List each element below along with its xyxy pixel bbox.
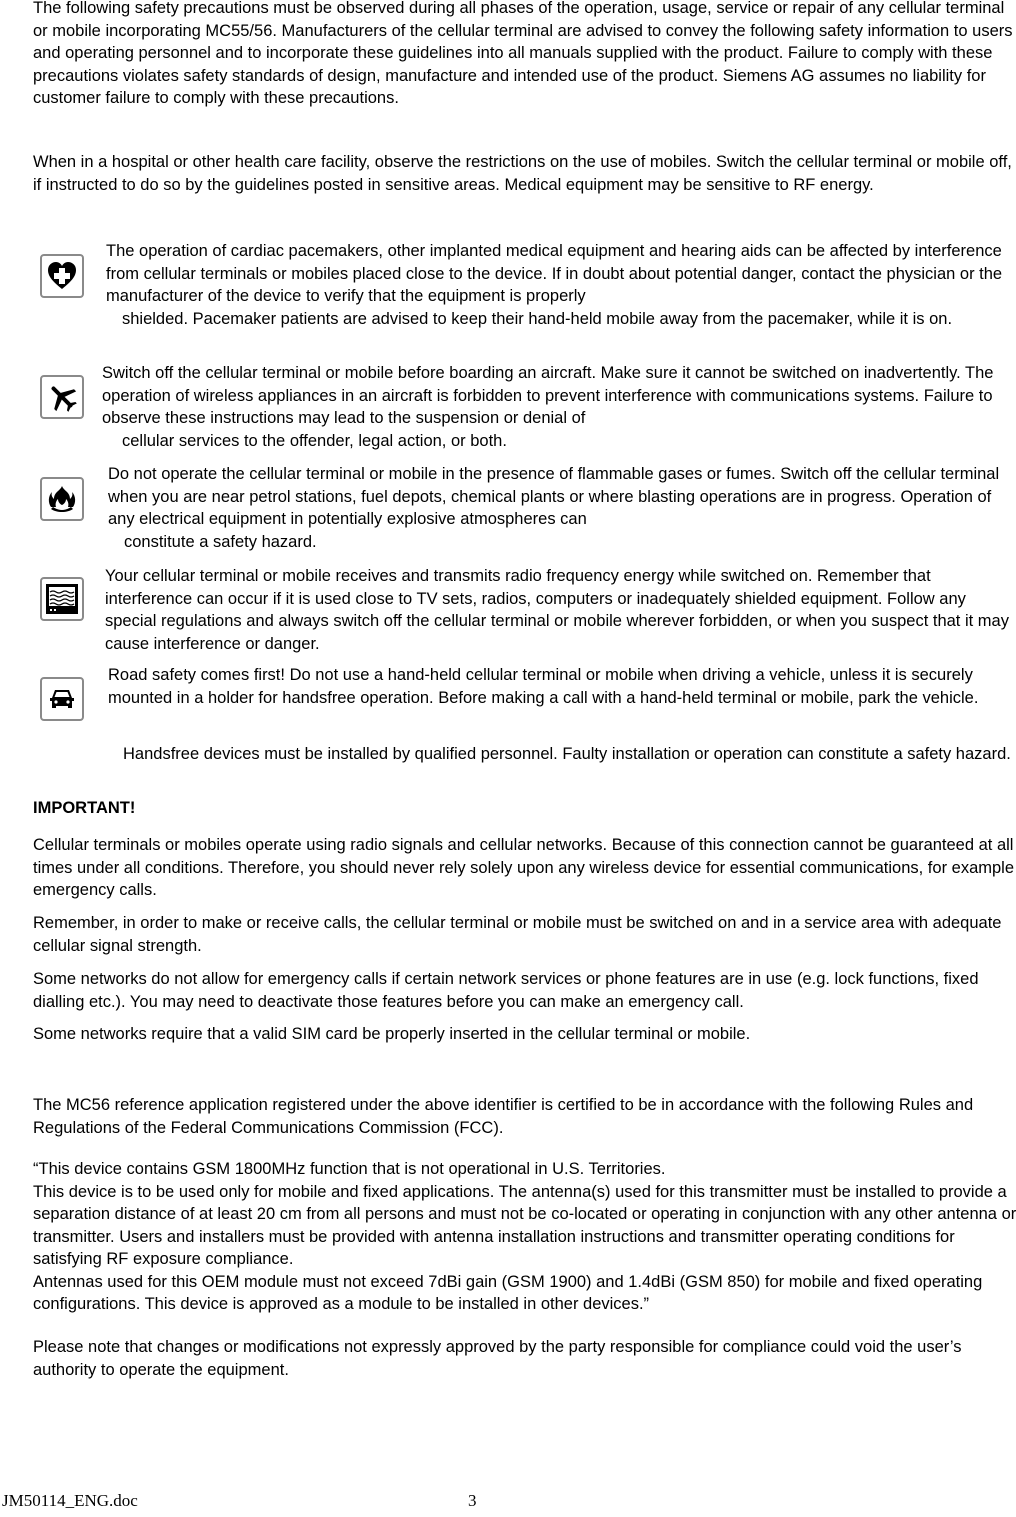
important-paragraph: Cellular terminals or mobiles operate using radio signals and cellular networks. Because of this connection cannot be guaranteed at all times under all conditions. Therefore, you should never rely solely upon any wireless device for essential communications, for example emergency calls. [33,836,1015,899]
fcc-quote [33,1158,1016,1316]
footer-page-number: 3 [468,1491,477,1510]
safety-item-text: Do not operate the cellular terminal or mobile in the presence of flammable gases or fumes. Switch off the cellular terminal when you are near petrol stations, fuel depots, chemical plants or where blasting operations are in progress. Operation of any electrical equipment in potentially explosive atmospheres can [108,465,1000,528]
car-icon [40,677,84,721]
safety-item-text: Road safety comes first! Do not use a hand-held cellular terminal or mobile when driving a vehicle, unless it is securely mounted in a holder for handsfree operation. Before making a call with a hand-held terminal or mobile, park the vehicle. [108,666,979,707]
handsfree-note: Handsfree devices must be installed by qualified personnel. Faulty installation or operation can constitute a safety hazard. [123,745,1011,763]
important-paragraph: Remember, in order to make or receive calls, the cellular terminal or mobile must be switched on and in a service area with adequate cellular signal strength. [33,914,1002,955]
safety-item-text-continued: cellular services to the offender, legal action, or both. [122,431,507,450]
fcc-quote-line: “This device contains GSM 1800MHz function that is not operational in U.S. Territories. [33,1160,666,1178]
safety-item-text: The operation of cardiac pacemakers, other implanted medical equipment and hearing aids can be affected by interference from cellular terminals or mobiles placed close to the device. If in doubt about potential danger, contact the physician or the manufacturer of the device to verify that the equipment is properly [106,242,1003,305]
tv-interference-icon [40,577,84,621]
airplane-icon [40,375,84,419]
hospital-paragraph: When in a hospital or other health care facility, observe the restrictions on the use of mobiles. Switch the cellular terminal or mobile off, if instructed to do so by the guidelines posted in sensitive areas. Medical equipment may be sensitive to RF energy. [33,153,1012,194]
safety-item-medical [106,240,1016,330]
fcc-paragraph: The MC56 reference application registered under the above identifier is certified to be in accordance with the following Rules and Regulations of the Federal Communications Commission (FCC). [33,1096,974,1137]
safety-item-text: Switch off the cellular terminal or mobile before boarding an aircraft. Make sure it cannot be switched on inadvertently. The operation of wireless appliances in an aircraft is forbidden to prevent interference with communications systems. Failure to observe these instructions may lead to the suspension or denial of [102,364,994,427]
safety-item-flammable [108,463,1016,553]
important-heading: IMPORTANT! [33,799,136,817]
important-paragraph: Some networks do not allow for emergency calls if certain network services or phone features are in use (e.g. lock functions, fixed dialling etc.). You may need to deactivate those features before you can make an emergency call. [33,970,979,1011]
safety-item-road [108,664,1016,709]
fcc-quote-line: This device is to be used only for mobile and fixed applications. The antenna(s) used for this transmitter must be installed to provide a separation distance of at least 20 cm from all persons and must not be co-located or operating in conjunction with any other antenna or transmitter. Users and installers must be provided with antenna installation instructions and transmitter operating conditions for satisfying RF exposure compliance. [33,1182,1016,1268]
fcc-modifications-paragraph: Please note that changes or modifications not expressly approved by the party responsible for compliance could void the user’s authority to operate the equipment. [33,1338,962,1379]
medical-heart-cross-icon [40,254,84,298]
footer-filename: JM50114_ENG.doc [2,1491,138,1510]
safety-item-text: Your cellular terminal or mobile receives and transmits radio frequency energy while switched on. Remember that interference can occur if it is used close to TV sets, radios, computers or inadequately shielded equipment. Follow any special regulations and always switch off the cellular terminal or mobile wherever forbidden, or when you suspect that it may cause interference or danger. [105,567,1009,653]
safety-item-text-continued: constitute a safety hazard. [124,532,317,551]
safety-item-aircraft [102,362,1016,452]
safety-item-rf-energy [105,565,1016,655]
flame-icon [40,477,84,521]
fcc-quote-line: Antennas used for this OEM module must not exceed 7dBi gain (GSM 1900) and 1.4dBi (GSM 850) for mobile and fixed operating configurations. This device is approved as a module to be installed in other devices.” [33,1272,983,1313]
safety-item-text-continued: shielded. Pacemaker patients are advised to keep their hand-held mobile away from the pacemaker, while it is on. [122,309,953,328]
important-paragraph: Some networks require that a valid SIM card be properly inserted in the cellular terminal or mobile. [33,1025,751,1043]
intro-paragraph: The following safety precautions must be observed during all phases of the operation, usage, service or repair of any cellular terminal or mobile incorporating MC55/56. Manufacturers of the cellular terminal are advised to convey the following safety information to users and operating personnel and to incorporate these guidelines into all manuals supplied with the product. Failure to comply with these precautions violates safety standards of design, manufacture and intended use of the product. Siemens AG assumes no liability for customer failure to comply with these precautions. [33,0,1013,107]
